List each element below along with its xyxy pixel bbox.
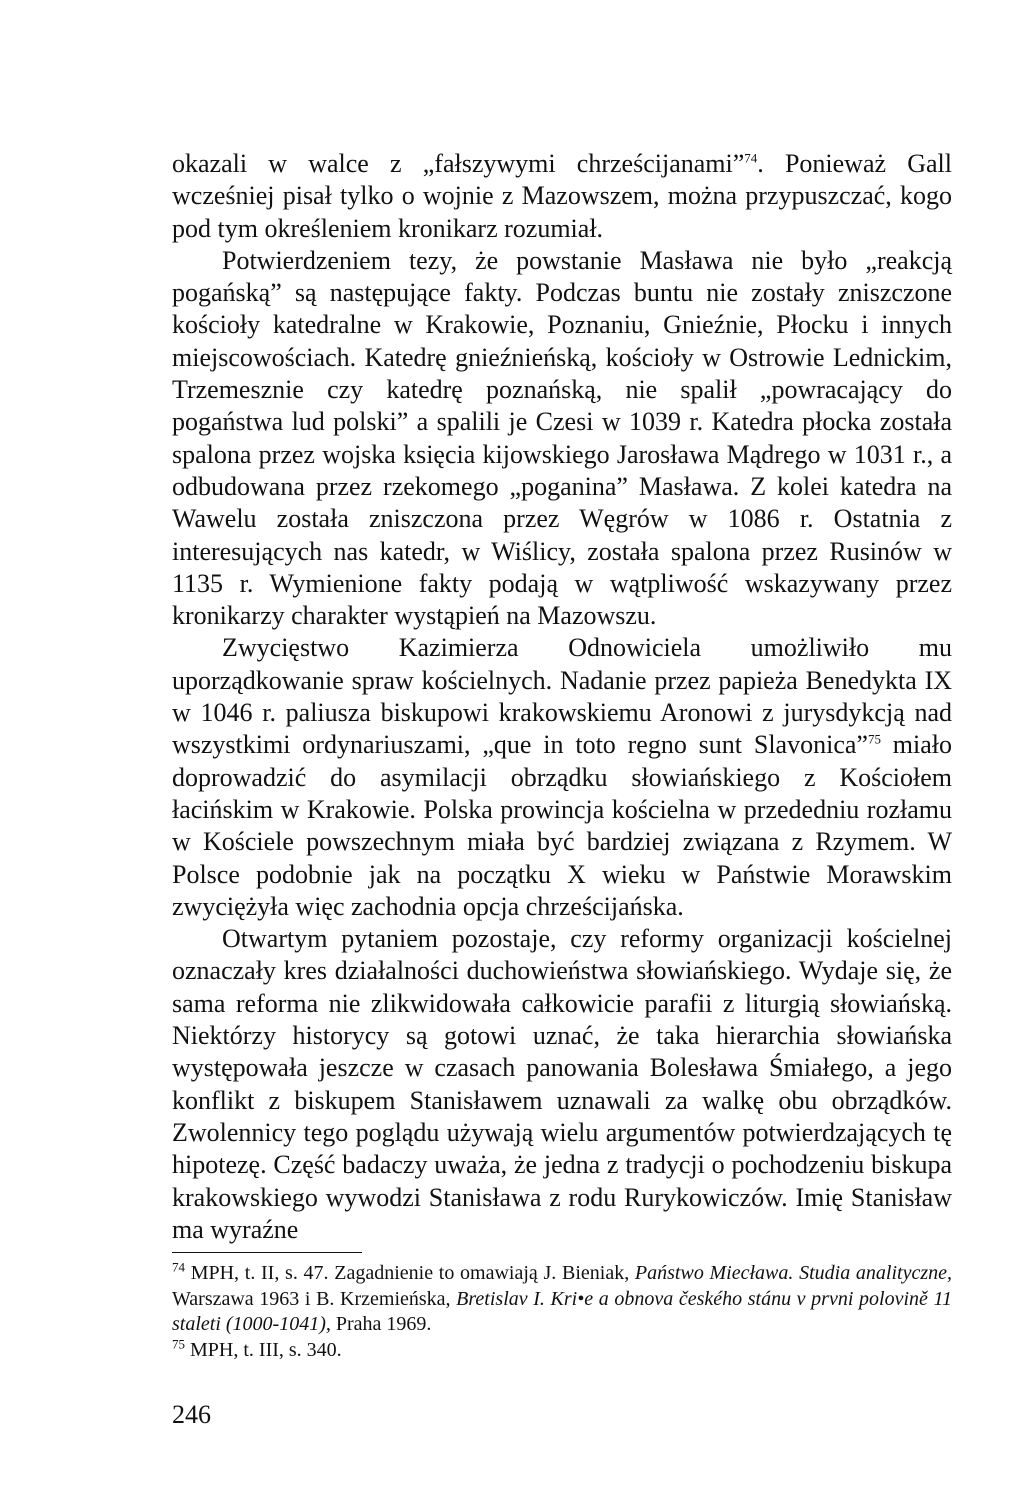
- text-run: Potwierdzeniem tezy, że powstanie Masława nie było „reakcją pogańską” są następujące fakty. Podczas buntu nie zostały zniszczone kościoły katedralne w Krakowie, Poznaniu, Gnieźnie, Płocku i innych miejscowościach. Katedrę gnieźnieńską, kościoły w Ostrowie Lednickim, Trzemesznie czy katedrę poznańską, nie spalił „powracający do pogaństwa lud polski” a spalili je Czesi w 1039 r. Katedra płocka została spalona przez wojska księcia kijowskiego Jarosława Mądrego w 1031 r., a odbudowana przez rzekomego „poganina” Masława. Z kolei katedra na Wawelu została zniszczona przez Węgrów w 1086 r. Ostatnia z interesujących nas katedr, w Wiślicy, została spalona przez Rusinów w 1135 r. Wymienione fakty podają w wątpliwość wskazywany przez kronikarzy charakter wystąpień na Mazowszu.: [172, 245, 952, 631]
- text-run: okazali w walce z „fałszywymi chrześcijanami”: [172, 149, 745, 178]
- footnote: [172, 1261, 952, 1338]
- paragraph: [172, 148, 952, 245]
- footnotes: [172, 1261, 952, 1363]
- page-number: 246: [172, 1400, 211, 1429]
- text-run: . Ponieważ Gall wcześniej pisał tylko o wojnie z Mazowszem, można przypuszczać, kogo pod tym określeniem kronikarz rozumiał.: [172, 149, 952, 243]
- text-run: Praha 1969.: [330, 1313, 432, 1336]
- italic-title: Bretislav I. Kri•e a obnova českého stánu v prvni polovině 11 staleti (1000-1041),: [172, 1287, 953, 1336]
- text-run: Warszawa 1963 i B. Krzemieńska,: [172, 1287, 457, 1310]
- footnote: [172, 1335, 952, 1364]
- paragraph: [172, 632, 952, 923]
- footnote-marker: 75: [172, 1335, 185, 1351]
- footnote-marker: 75: [867, 731, 881, 747]
- footnote-marker: 74: [172, 1259, 185, 1275]
- page-body: [172, 148, 952, 1363]
- text-run: Otwartym pytaniem pozostaje, czy reformy organizacji kościelnej oznaczały kres działalności duchowieństwa słowiańskiego. Wydaje się, że sama reforma nie zlikwidowała całkowicie parafii z liturgią słowiańską. Niektórzy historycy są gotowi uznać, że taka hierarchia słowiańska występowała jeszcze w czasach panowania Bolesława Śmiałego, a jego konflikt z biskupem Stanisławem uznawali za walkę obu obrządków. Zwolennicy tego poglądu używają wielu argumentów potwierdzających tę hipotezę. Część badaczy uważa, że jedna z tradycji o pochodzeniu biskupa krakowskiego wywodzi Stanisława z rodu Rurykowiczów. Imię Stanisław ma wyraźne: [172, 924, 952, 1244]
- paragraph: [172, 245, 952, 633]
- text-run: MPH, t. II, s. 47. Zagadnienie to omawiają J. Bieniak,: [185, 1262, 635, 1285]
- paragraph: [172, 923, 952, 1246]
- footnote-separator: [172, 1252, 362, 1253]
- text-run: miało doprowadzić do asymilacji obrządku słowiańskiego z Kościołem łacińskim w Krakowie. Polska prowincja kościelna w przededniu rozłamu w Kościele powszechnym miała być bardziej związana z Rzymem. W Polsce podobnie jak na początku X wieku w Państwie Morawskim zwyciężyła więc zachodnia opcja chrześcijańska.: [172, 730, 952, 921]
- main-text: [172, 148, 952, 1246]
- footnote-marker: 74: [744, 150, 758, 166]
- italic-title: Państwo Miecława. Studia analityczne,: [634, 1262, 953, 1285]
- text-run: MPH, t. III, s. 340.: [185, 1338, 342, 1361]
- text-run: Zwycięstwo Kazimierza Odnowiciela umożliwiło mu uporządkowanie spraw kościelnych. Nadanie przez papieża Benedykta IX w 1046 r. paliusza biskupowi krakowskiemu Aronowi z jurysdykcją nad wszystkimi ordynariuszami, „que in toto regno sunt Slavonica”: [172, 633, 952, 760]
